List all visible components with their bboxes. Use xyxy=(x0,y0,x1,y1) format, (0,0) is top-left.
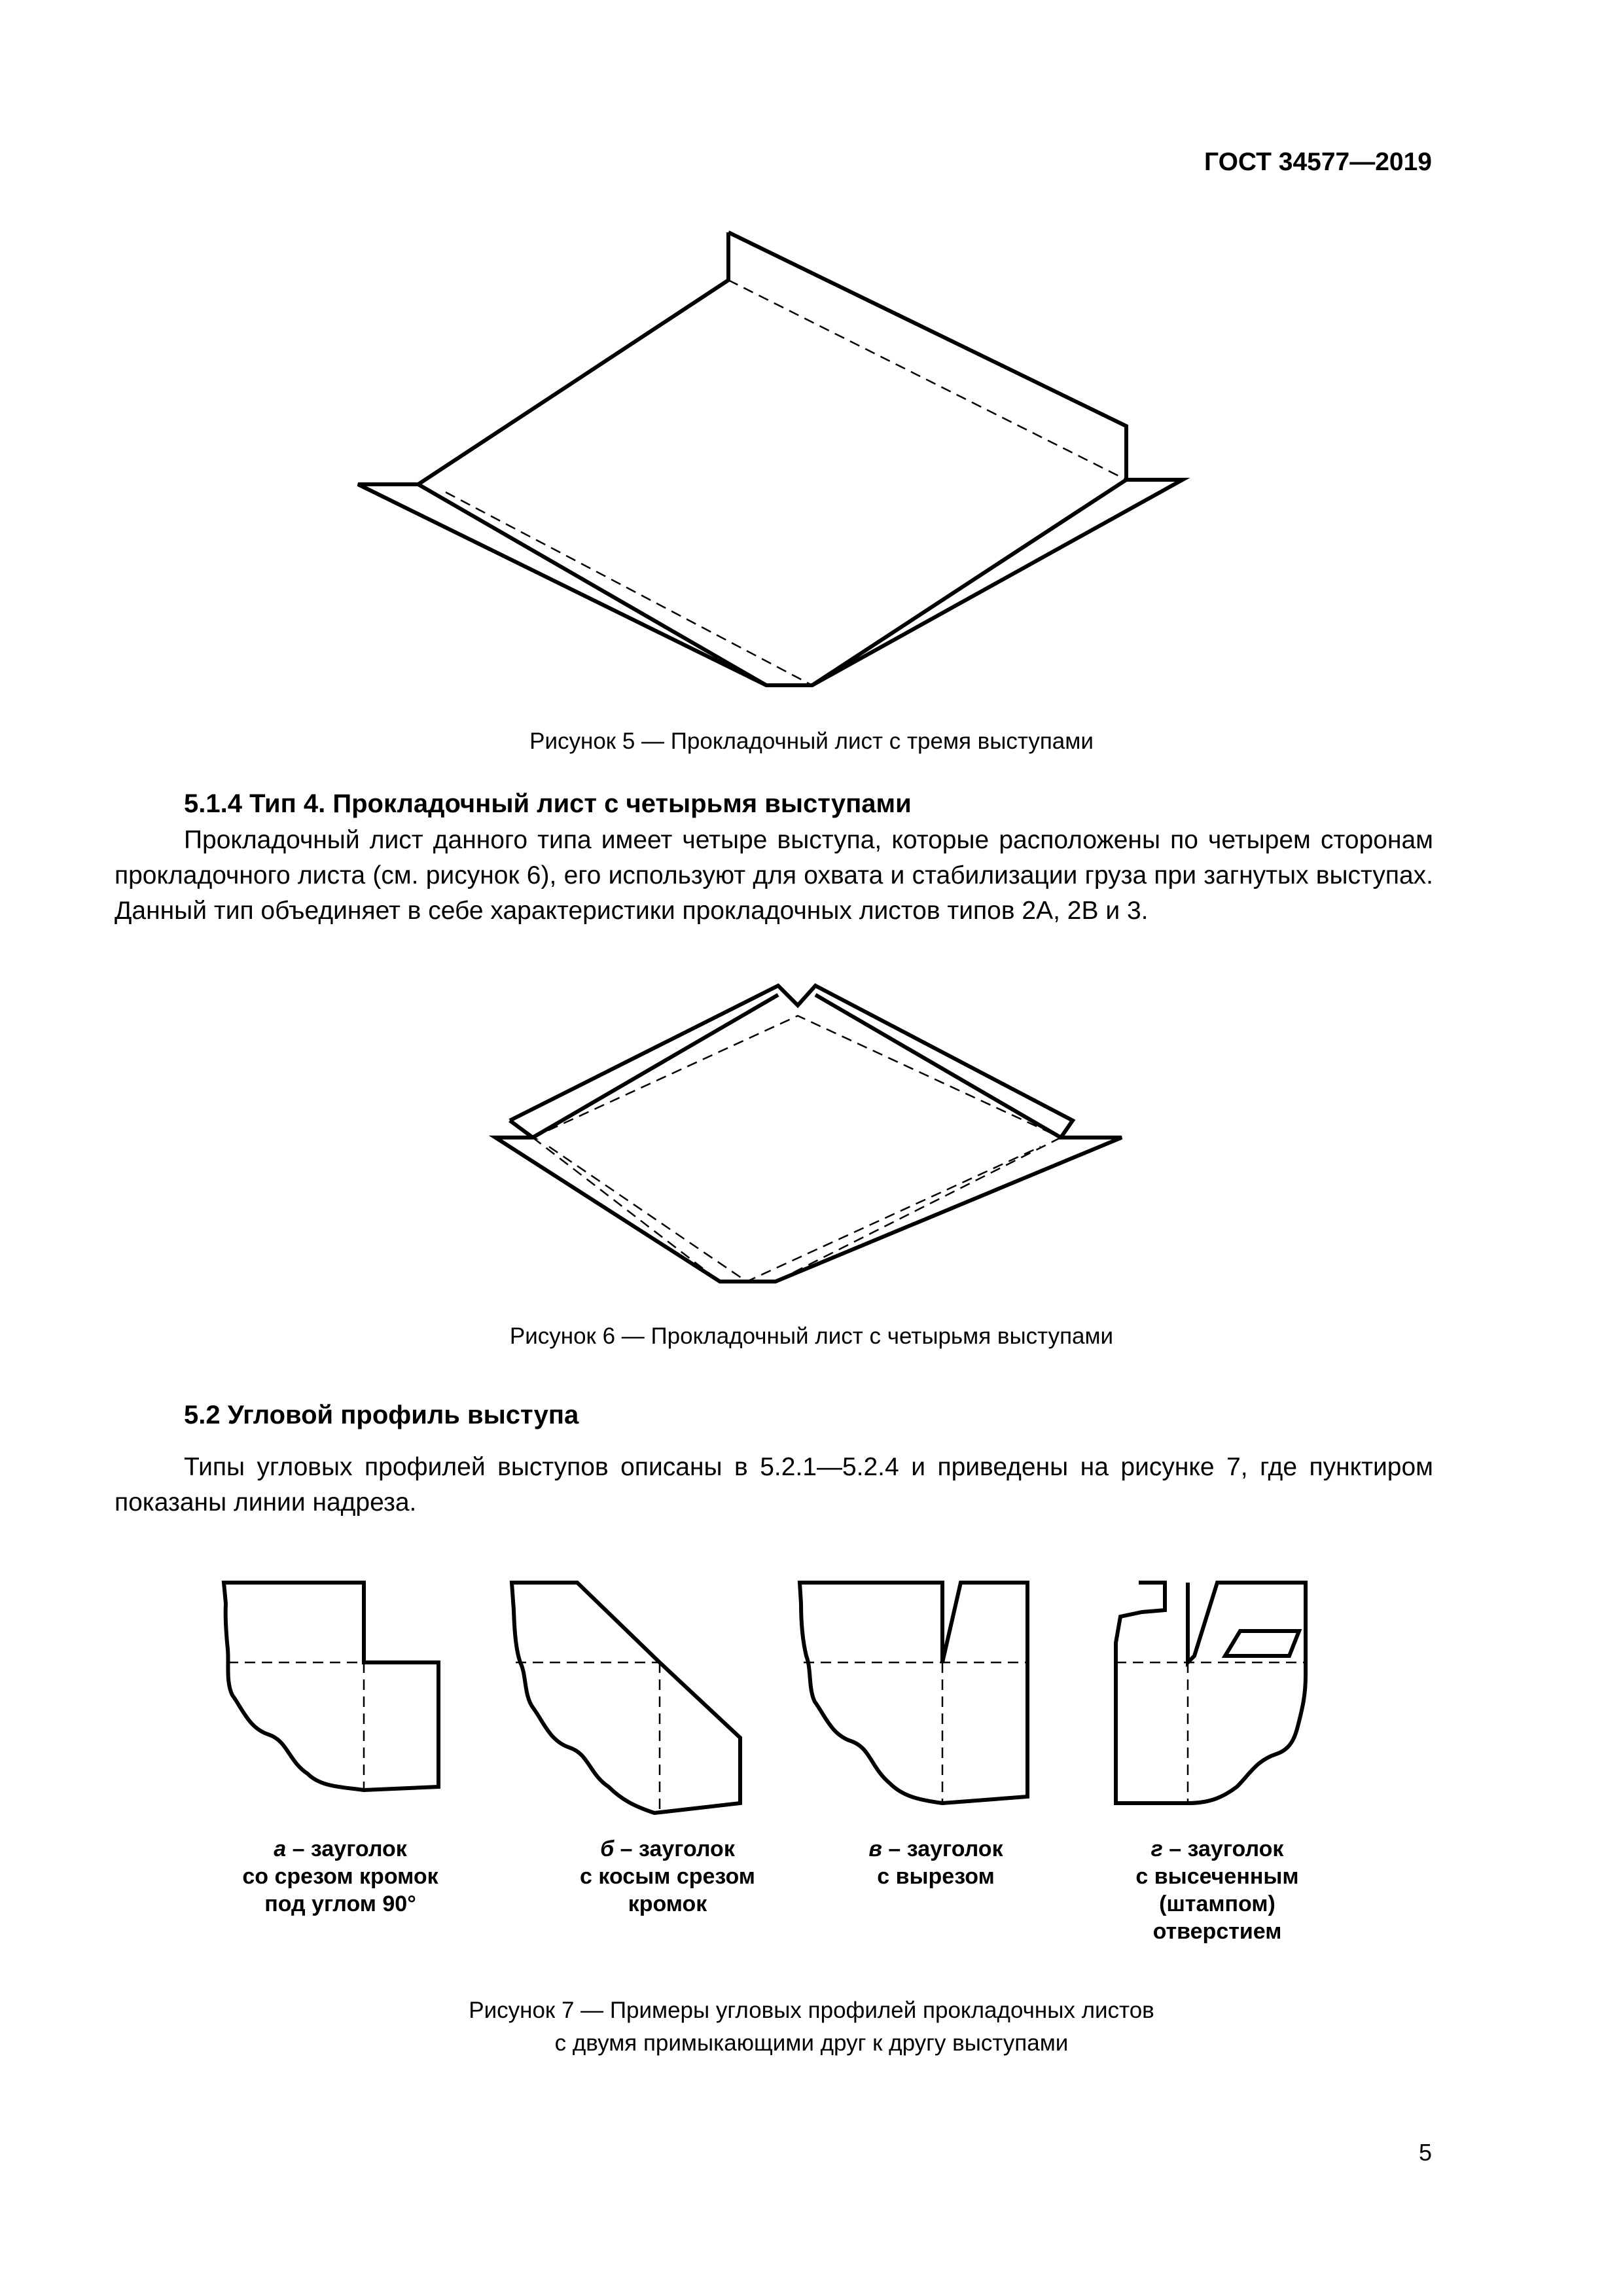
label-g-line1: с высеченным xyxy=(1135,1864,1299,1889)
figure-5-caption: Рисунок 5 — Прокладочный лист с тремя выступами xyxy=(529,728,1094,754)
section-5-2-heading: 5.2 Угловой профиль выступа xyxy=(184,1401,579,1429)
figure-7-caption-line2: с двумя примыкающими друг к другу выступами xyxy=(554,2030,1069,2056)
label-v xyxy=(805,1835,1067,1890)
corner-profile-b xyxy=(512,1583,740,1813)
label-b xyxy=(537,1835,798,1918)
label-g xyxy=(1086,1835,1348,1945)
page-number: 5 xyxy=(1418,2139,1432,2166)
section-5-2-text: Типы угловых профилей выступов описаны в 5.2.1—5.2.4 и приведены на рисунке 7, где пунктиром показаны линии надреза. xyxy=(115,1453,1433,1516)
label-b-title: б – зауголок xyxy=(600,1837,735,1861)
section-5-1-4-text: Прокладочный лист данного типа имеет четыре выступа, которые расположены по четырем сторонам прокладочного листа (см. рисунок 6), его используют для охвата и стабилизации груза при загнутых выступах. Данный тип объединяет в себе характеристики прокладочных листов типов 2А, 2В и 3. xyxy=(115,826,1433,925)
label-v-title: в – зауголок xyxy=(868,1837,1003,1861)
label-a-line2: под углом 90° xyxy=(264,1892,416,1916)
label-g-line3: отверстием xyxy=(1152,1919,1282,1944)
figure-7-caption-line1: Рисунок 7 — Примеры угловых профилей прокладочных листов xyxy=(469,1998,1154,2023)
label-b-line2: кромок xyxy=(628,1892,707,1916)
section-5-1-4-heading: 5.1.4 Тип 4. Прокладочный лист с четырьмя выступами xyxy=(184,789,912,818)
label-g-title: г – зауголок xyxy=(1150,1837,1284,1861)
label-g-line2: (штампом) xyxy=(1159,1892,1275,1916)
corner-profile-g xyxy=(1116,1583,1306,1803)
document-header: ГОСТ 34577—2019 xyxy=(1204,148,1432,176)
label-b-line1: с косым срезом xyxy=(580,1864,755,1889)
corner-profile-a xyxy=(224,1583,438,1790)
label-v-line1: с вырезом xyxy=(877,1864,995,1889)
label-a-line1: со срезом кромок xyxy=(242,1864,438,1889)
figure-6-caption: Рисунок 6 — Прокладочный лист с четырьмя выступами xyxy=(509,1323,1114,1349)
corner-profile-v xyxy=(800,1583,1027,1803)
label-a xyxy=(209,1835,471,1918)
label-a-title: а – зауголок xyxy=(274,1837,407,1861)
